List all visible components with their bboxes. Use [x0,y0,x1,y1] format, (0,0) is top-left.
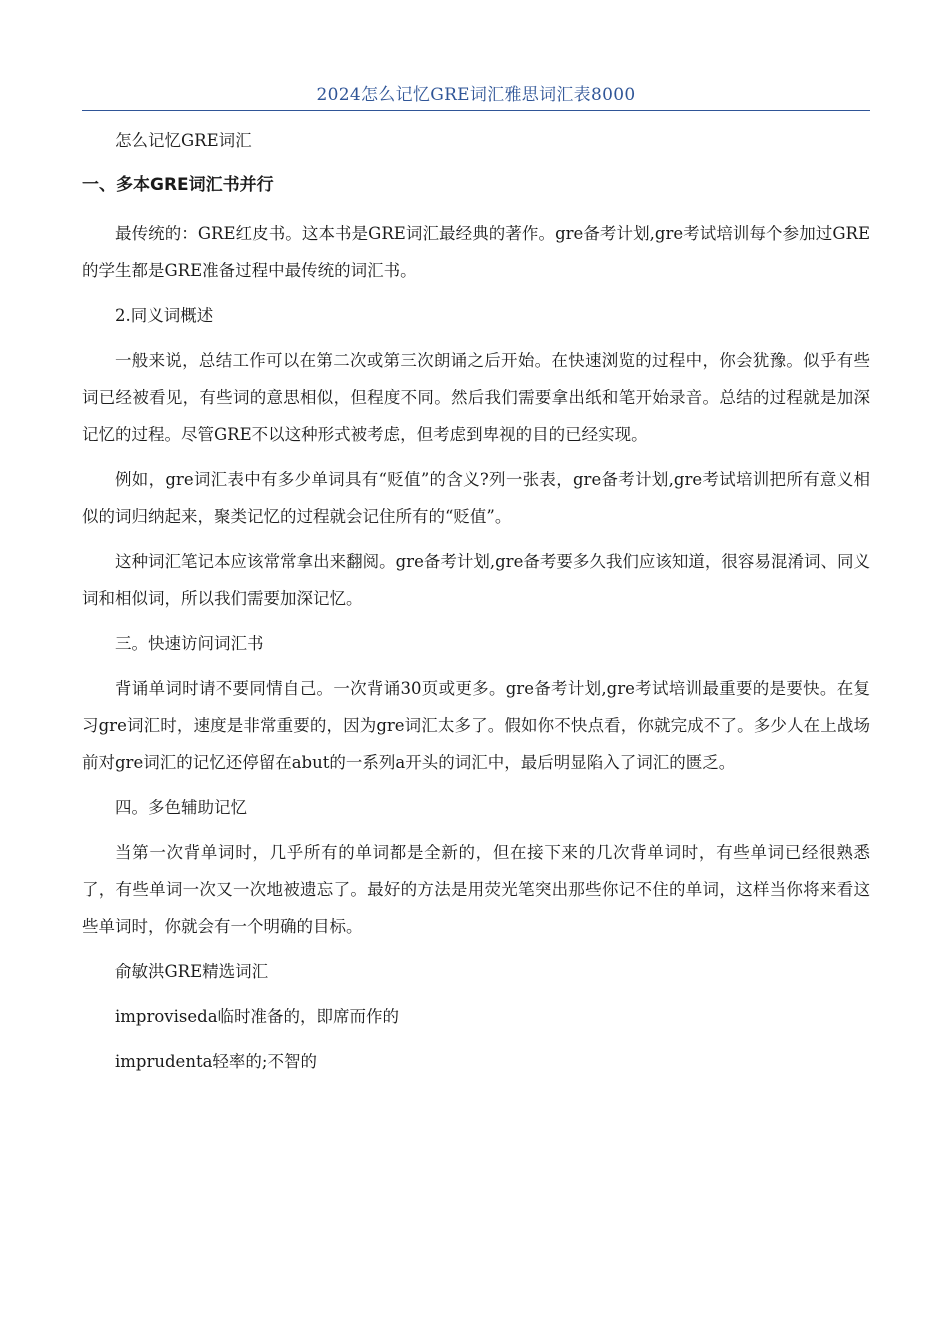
paragraph-6: 当第一次背单词时，几乎所有的单词都是全新的，但在接下来的几次背单词时，有些单词已经很熟悉了，有些单词一次又一次地被遗忘了。最好的方法是用荧光笔突出那些你记不住的单词，这样当你将来看这些单词时，你就会有一个明确的目标。 [82,843,870,936]
section-heading-3: 三。快速访问词汇书 [115,634,264,653]
paragraph-1: 最传统的：GRE红皮书。这本书是GRE词汇最经典的著作。gre备考计划,gre考试培训每个参加过GRE的学生都是GRE准备过程中最传统的词汇书。 [82,224,870,280]
section-heading-4: 四。多色辅助记忆 [115,798,247,817]
paragraph-5: 背诵单词时请不要同情自己。一次背诵30页或更多。gre备考计划,gre考试培训最重要的是要快。在复习gre词汇时，速度是非常重要的，因为gre词汇太多了。假如你不快点看，你就完成不了。多少人在上战场前对gre词汇的记忆还停留在abut的一系列a开头的词汇中，最后明显陷入了词汇的匮乏。 [82,679,870,772]
page-title: 2024怎么记忆GRE词汇雅思词汇表8000 [82,80,870,111]
document-page [82,80,870,1080]
paragraph-2: 一般来说，总结工作可以在第二次或第三次朗诵之后开始。在快速浏览的过程中，你会犹豫。似乎有些词已经被看见，有些词的意思相似，但程度不同。然后我们需要拿出纸和笔开始录音。总结的过程就是加深记忆的过程。尽管GRE不以这种形式被考虑，但考虑到卑视的目的已经实现。 [82,351,870,444]
subtitle: 怎么记忆GRE词汇 [115,131,252,150]
paragraph-3: 例如，gre词汇表中有多少单词具有“贬值”的含义?列一张表，gre备考计划,gre考试培训把所有意义相似的词归纳起来，聚类记忆的过程就会记住所有的“贬值”。 [82,470,870,526]
section-heading-1: 一、多本GRE词汇书并行 [82,175,274,195]
section-heading-2: 2.同义词概述 [115,306,214,325]
vocab-entry: improviseda临时准备的，即席而作的 [115,1007,400,1026]
section-heading-5: 俞敏洪GRE精选词汇 [115,962,269,981]
vocab-entry: imprudenta轻率的;不智的 [115,1052,317,1071]
paragraph-4: 这种词汇笔记本应该常常拿出来翻阅。gre备考计划,gre备考要多久我们应该知道，很容易混淆词、同义词和相似词，所以我们需要加深记忆。 [82,552,870,608]
